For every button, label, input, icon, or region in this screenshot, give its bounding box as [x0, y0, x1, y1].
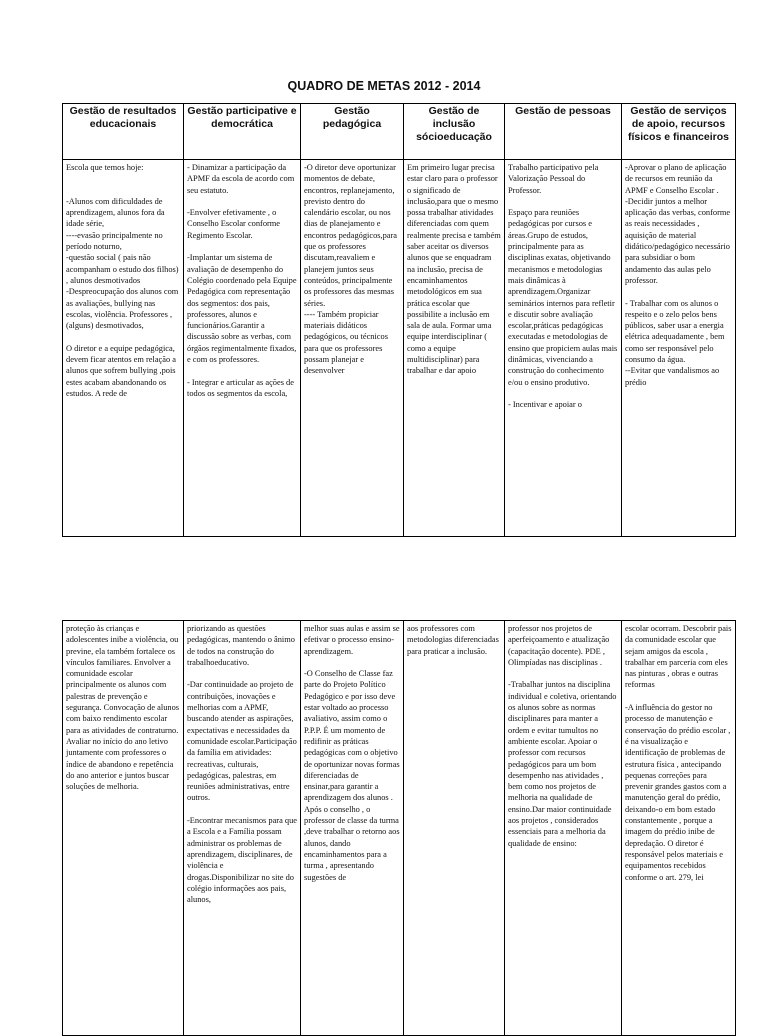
header-gestao-participativa: Gestão participative e democrática — [184, 104, 301, 160]
document-title: QUADRO DE METAS 2012 - 2014 — [287, 79, 481, 93]
header-gestao-resultados: Gestão de resultados educacionais — [63, 104, 184, 160]
cell-servicos — [622, 621, 736, 1036]
header-row — [63, 104, 736, 160]
cell-text: proteção às crianças e adolescentes inibe a violência, ou previne, ela também fortalece os vínculos familiares. Envolver a comunidade escolar principalmente os alunos com palestras de prevenção e segurança. Convocação de alunos com baixo rendimento escolar para as atividades de contraturno. Avaliar no início do ano letivo juntamente com professores o índice de abandono e repetência do ano anterior e juntos buscar soluções de melhoria. — [66, 624, 182, 792]
cell-pedagogica — [301, 160, 404, 537]
cell-text: professor nos projetos de aperfeiçoamento e atualização (capacitação docente). PDE , Olimpíadas nas disciplinas . -Trabalhar juntos na disciplina individual e coletiva, orientando os alunos sobre as normas disciplinares para manter a ordem e evitar tumultos no ambiente escolar. Apoiar o professor com recursos pedagógicos para um bom desempenho nas atividades , bem como nos projetos de melhoria na qualidade de ensino.Dar maior continuidade aos projetos , considerados essenciais para a melhoria da qualidade de ensino: — [508, 624, 617, 848]
cell-text: -O diretor deve oportunizar momentos de debate, encontros, replanejamento, previsto dentro do calendário escolar, ou nos dias de planejamento e encontros pedagógicos,para que os professores discutam,reavaliem e planejem juntos seus conteúdos, principalmente os professores das mesmas séries. ---- Também propiciar materiais didáticos pedagógicos, ou técnicos para que os professores possam planejar e desenvolver — [304, 163, 398, 376]
cell-text: aos professores com metodologias diferenciadas para praticar a inclusão. — [407, 624, 501, 656]
cell-text: Em primeiro lugar precisa estar claro para o professor o significado de inclusão,para que o mesmo possa trabalhar atividades diferenciadas com quem realmente precisa e também saber aceitar os diversos alunos que se enquadram na inclusão, precisa de encaminhamentos metodológicos em sua prática escolar que possibilite a inclusão em sala de aula. Formar uma equipe interdisciplinar ( como a equipe multidisciplinar) para trabalhar e dar apoio — [407, 163, 503, 376]
cell-text: -Aprovar o plano de aplicação de recursos em reunião da APMF e Conselho Escolar . -Decidir juntos a melhor aplicação das verbas, conforme as reais necessidades , aquisição de material didático/pedagógico necessário para subsidiar o bom andamento das aulas pelo professor. - Trabalhar com os alunos o respeito e o zelo pelos bens públicos, saber usar a energia elétrica adequadamente , bem como ser responsável pelo consumo da água. --Evitar que vandalismos ao prédio — [625, 163, 731, 387]
cell-text: melhor suas aulas e assim se efetivar o processo ensino-aprendizagem. -O Conselho de Classe faz parte do Projeto Político Pedagógico e por isso deve estar voltado ao processo avaliativo, assim como o P.P.P. É um momento de redifinir as práticas pedagógicas com o objetivo de oportunizar novas formas diferenciadas de ensinar,para garantir a aprendizagem dos alunos . Após o conselho , o professor de classe da turma ,deve trabalhar o retorno aos alunos, dando encaminhamentos para a turma , apresentando sugestões de — [304, 624, 400, 882]
cell-pessoas — [505, 621, 622, 1036]
cell-inclusao — [404, 160, 505, 537]
cell-text: Trabalho participativo pela Valorização Pessoal do Professor. Espaço para reuniões pedagógicas por cursos e áreas.Grupo de estudos, principalmente para as disciplinas exatas, objetivando mecanismos e metodologias mais dinâmicas à aprendizagem.Organizar seminários internos para refletir e discutir sobre avaliação escolar,práticas pedagógicas executadas e metodologias de ensino que propiciem aulas mais dinâmicas, vivenciando a construção do conhecimento e/ou o ensino produtivo. - Incentivar e apoiar o — [508, 163, 618, 410]
table-row — [63, 621, 736, 1036]
cell-pessoas — [505, 160, 622, 537]
table-row — [63, 160, 736, 537]
cell-participativa — [184, 160, 301, 537]
cell-inclusao — [404, 621, 505, 1036]
cell-text: - Dinamizar a participação da APMF da escola de acordo com seu estatuto. -Envolver efetivamente , o Conselho Escolar conforme Regimento Escolar. -Implantar um sistema de avaliação de desempenho do Colégio coordenado pela Equipe Pedagógica com representação dos segmentos: dos pais, professores, alunos e funcionários.Garantir a discussão sobre as verbas, com órgãos regimentalmente fixados, e com os professores. - Integrar e articular as ações de todos os segmentos da escola, — [187, 163, 297, 398]
header-gestao-pessoas: Gestão de pessoas — [505, 104, 622, 160]
cell-resultados — [63, 160, 184, 537]
cell-resultados — [63, 621, 184, 1036]
cell-pedagogica — [301, 621, 404, 1036]
header-gestao-pedagogica: Gestão pedagógica — [301, 104, 404, 160]
cell-participativa — [184, 621, 301, 1036]
header-gestao-inclusao: Gestão de inclusão sócioeducação — [404, 104, 505, 160]
header-gestao-servicos: Gestão de serviços de apoio, recursos físicos e financeiros — [622, 104, 736, 160]
cell-text: priorizando as questões pedagógicas, mantendo o ânimo de todos na construção do trabalhoeducativo. -Dar continuidade ao projeto de contribuições, inovações e melhorias com a APMF, buscando atender as aspirações, expectativas e necessidades da comunidade escolar.Participação da família em atividades: recreativas, culturais, pedagógicas, palestras, em reuniões administrativas, entre outros. -Encontrar mecanismos para que a Escola e a Família possam administrar os problemas de aprendizagem, disciplinares, de violência e drogas.Disponibilizar no site do colégio informações aos pais, alunos, — [187, 624, 297, 905]
goals-table-page-1 — [62, 103, 736, 537]
goals-table-page-2 — [62, 620, 736, 1036]
cell-text: Escola que temos hoje: -Alunos com dificuldades de aprendizagem, alunos fora da idade série, ----evasão principalmente no período noturno, -questão social ( pais não acompanham o estudo dos filhos) , alunos desmotivados -Despreocupação dos alunos com as avaliações, bullying nas escolas, violência. Professores , (alguns) desmotivados, O diretor e a equipe pedagógica, devem ficar atentos em relação a alunos que sofrem bullying ,pois estes acabam abandonando os estudos. A rede de — [66, 163, 179, 398]
cell-servicos — [622, 160, 736, 537]
cell-text: escolar ocorram. Descobrir pais da comunidade escolar que sejam amigos da escola , trabalhar em parceria com eles nas pinturas , obras e outras reformas -A influência do gestor no processo de manutenção e conservação do prédio escolar , é na visualização e identificação de problemas de estrutura física , antecipando pequenas correções para prevenir grandes gastos com a manutenção geral do prédio, deixando-o em bom estado constantemente , porque a imagem do prédio inibe de depredação. O diretor é responsável pelos materiais e equipamentos recebidos conforme o art. 279, lei — [625, 624, 732, 882]
